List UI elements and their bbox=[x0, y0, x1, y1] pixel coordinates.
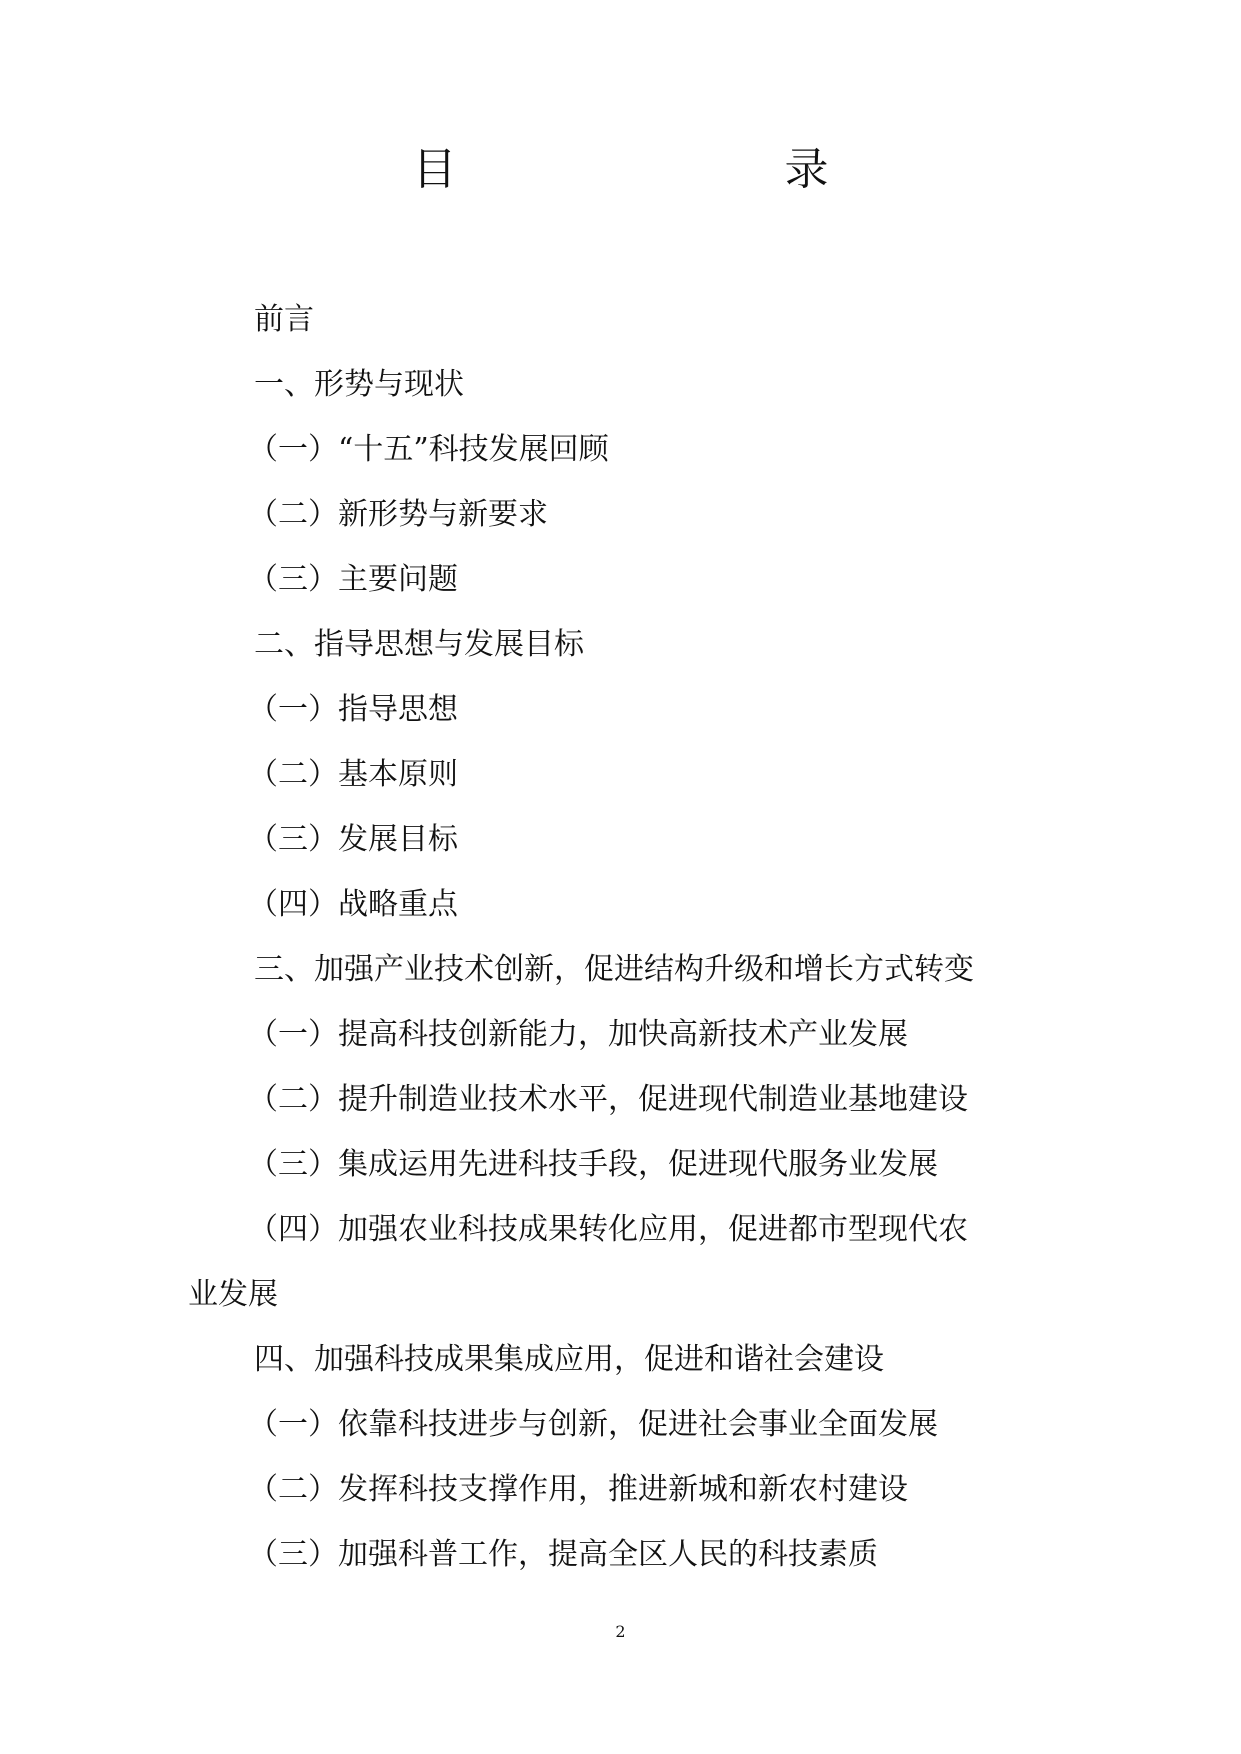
toc-entry-section-3-4[interactable]: （四）加强农业科技成果转化应用，促进都市型现代农 bbox=[248, 1212, 968, 1247]
toc-entry-chapter-1[interactable]: 一、形势与现状 bbox=[254, 367, 464, 402]
toc-entry-section-2-2[interactable]: （二）基本原则 bbox=[248, 757, 458, 792]
toc-entry-chapter-2[interactable]: 二、指导思想与发展目标 bbox=[254, 627, 584, 662]
toc-entry-chapter-3[interactable]: 三、加强产业技术创新，促进结构升级和增长方式转变 bbox=[254, 952, 974, 987]
toc-entry-section-3-1[interactable]: （一）提高科技创新能力，加快高新技术产业发展 bbox=[248, 1017, 908, 1052]
table-of-contents bbox=[188, 287, 1068, 1587]
toc-entry-section-3-2[interactable]: （二）提升制造业技术水平，促进现代制造业基地建设 bbox=[248, 1082, 968, 1117]
toc-entry-section-3-3[interactable]: （三）集成运用先进科技手段，促进现代服务业发展 bbox=[248, 1147, 938, 1182]
toc-entry-section-2-1[interactable]: （一）指导思想 bbox=[248, 692, 458, 727]
toc-entry-section-1-1[interactable]: （一）“十五”科技发展回顾 bbox=[248, 432, 609, 467]
page-title: 目 录 bbox=[412, 144, 909, 195]
toc-entry-chapter-4[interactable]: 四、加强科技成果集成应用，促进和谐社会建设 bbox=[254, 1342, 884, 1377]
toc-entry-preface[interactable]: 前言 bbox=[254, 302, 314, 337]
toc-entry-section-1-3[interactable]: （三）主要问题 bbox=[248, 562, 458, 597]
toc-entry-section-2-3[interactable]: （三）发展目标 bbox=[248, 822, 458, 857]
toc-entry-section-3-4-continuation[interactable]: 业发展 bbox=[188, 1277, 278, 1312]
toc-entry-section-2-4[interactable]: （四）战略重点 bbox=[248, 887, 458, 922]
page-number: 2 bbox=[615, 1622, 626, 1641]
toc-entry-section-4-3[interactable]: （三）加强科普工作，提高全区人民的科技素质 bbox=[248, 1537, 878, 1572]
toc-entry-section-4-2[interactable]: （二）发挥科技支撑作用，推进新城和新农村建设 bbox=[248, 1472, 908, 1507]
toc-entry-section-1-2[interactable]: （二）新形势与新要求 bbox=[248, 497, 548, 532]
toc-entry-section-4-1[interactable]: （一）依靠科技进步与创新，促进社会事业全面发展 bbox=[248, 1407, 938, 1442]
